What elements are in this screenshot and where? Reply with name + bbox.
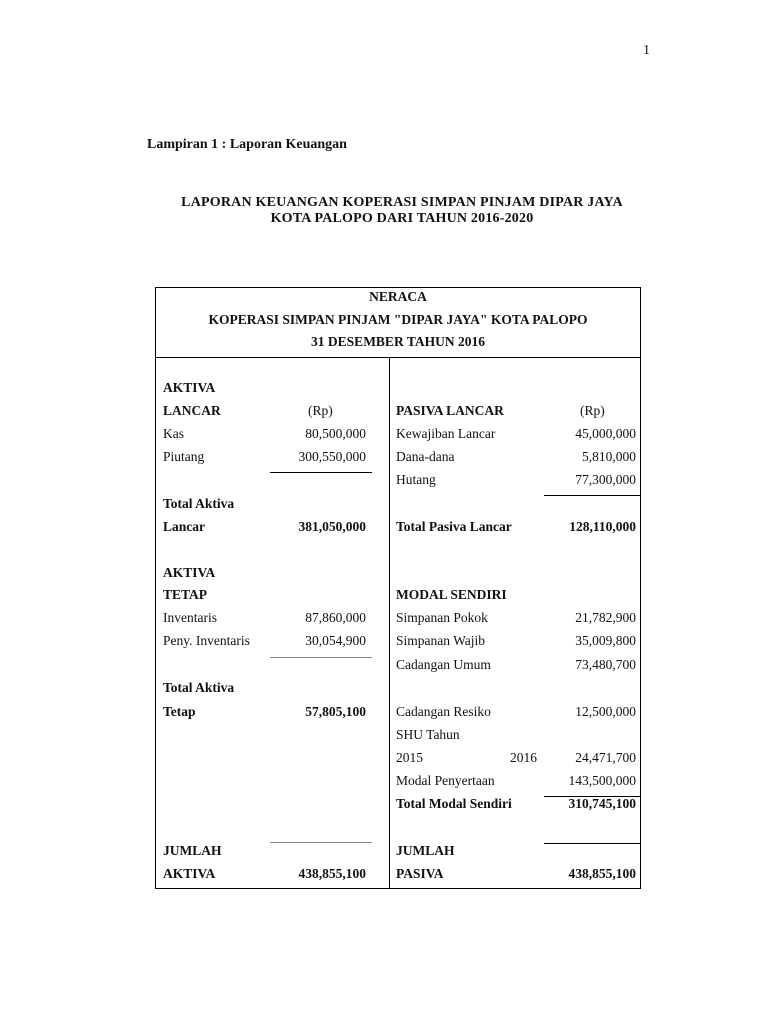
balance-sheet-header	[156, 288, 640, 358]
jumlah-pasiva-label-1: JUMLAH	[396, 843, 455, 858]
header-date: 31 DESEMBER TAHUN 2016	[311, 334, 485, 349]
cadangan-umum-value: 73,480,700	[575, 657, 636, 672]
pasiva-lancar-heading: PASIVA LANCAR	[396, 403, 504, 418]
column-divider	[389, 357, 390, 889]
aktiva-tetap-heading-2: TETAP	[163, 587, 208, 602]
kewajiban-lancar-label: Kewajiban Lancar	[396, 426, 496, 441]
page-number: 1	[643, 43, 650, 58]
total-aktiva-tetap-label-1: Total Aktiva	[163, 680, 235, 695]
cadangan-resiko-label: Cadangan Resiko	[396, 704, 491, 719]
total-aktiva-tetap-label-2: Tetap	[163, 704, 196, 719]
total-pasiva-lancar-value: 128,110,000	[569, 519, 636, 534]
header-company: KOPERASI SIMPAN PINJAM "DIPAR JAYA" KOTA PALOPO	[208, 312, 588, 327]
aktiva-heading: AKTIVA	[163, 380, 216, 395]
modal-sendiri-heading: MODAL SENDIRI	[396, 587, 507, 602]
jumlah-pasiva-value: 438,855,100	[568, 866, 636, 881]
kas-value: 80,500,000	[305, 426, 366, 441]
modal-penyertaan-label: Modal Penyertaan	[396, 773, 495, 788]
total-line	[544, 843, 640, 844]
simpanan-wajib-value: 35,009,800	[575, 633, 636, 648]
dana-dana-value: 5,810,000	[582, 449, 636, 464]
jumlah-aktiva-label-2: AKTIVA	[163, 866, 216, 881]
balance-sheet-table	[155, 287, 641, 889]
total-aktiva-tetap-value: 57,805,100	[305, 704, 366, 719]
inventaris-value: 87,860,000	[305, 610, 366, 625]
shu-year-2015: 2015	[396, 750, 423, 765]
jumlah-aktiva-value: 438,855,100	[298, 866, 366, 881]
pasiva-currency-label: (Rp)	[580, 403, 605, 418]
header-neraca: NERACA	[369, 289, 427, 304]
aktiva-lancar-heading: LANCAR	[163, 403, 221, 418]
simpanan-pokok-value: 21,782,900	[575, 610, 636, 625]
shu-value: 24,471,700	[575, 750, 636, 765]
peny-inventaris-value: 30,054,900	[305, 633, 366, 648]
subtotal-line	[270, 472, 372, 473]
total-pasiva-lancar-label: Total Pasiva Lancar	[396, 519, 512, 534]
cadangan-umum-label: Cadangan Umum	[396, 657, 491, 672]
hutang-value: 77,300,000	[575, 472, 636, 487]
kas-label: Kas	[163, 426, 184, 441]
modal-penyertaan-value: 143,500,000	[568, 773, 636, 788]
piutang-value: 300,550,000	[298, 449, 366, 464]
document-title-line-1: LAPORAN KEUANGAN KOPERASI SIMPAN PINJAM DIPAR JAYA	[181, 195, 623, 210]
subtotal-line	[544, 495, 640, 496]
total-aktiva-lancar-label-1: Total Aktiva	[163, 496, 235, 511]
total-modal-sendiri-label: Total Modal Sendiri	[396, 796, 512, 811]
piutang-label: Piutang	[163, 449, 205, 464]
peny-inventaris-label: Peny. Inventaris	[163, 633, 250, 648]
aktiva-tetap-heading-1: AKTIVA	[163, 565, 216, 580]
simpanan-pokok-label: Simpanan Pokok	[396, 610, 488, 625]
total-line	[270, 842, 372, 843]
total-modal-sendiri-value: 310,745,100	[568, 796, 636, 811]
total-aktiva-lancar-label-2: Lancar	[163, 519, 205, 534]
total-aktiva-lancar-value: 381,050,000	[298, 519, 366, 534]
jumlah-pasiva-label-2: PASIVA	[396, 866, 444, 881]
simpanan-wajib-label: Simpanan Wajib	[396, 633, 486, 648]
aktiva-currency-label: (Rp)	[308, 403, 333, 418]
shu-tahun-label: SHU Tahun	[396, 727, 460, 742]
cadangan-resiko-value: 12,500,000	[575, 704, 636, 719]
attachment-label: Lampiran 1 : Laporan Keuangan	[147, 137, 347, 152]
jumlah-aktiva-label-1: JUMLAH	[163, 843, 222, 858]
subtotal-line	[270, 657, 372, 658]
kewajiban-lancar-value: 45,000,000	[575, 426, 636, 441]
shu-year-2016: 2016	[510, 750, 537, 765]
dana-dana-label: Dana-dana	[396, 449, 455, 464]
inventaris-label: Inventaris	[163, 610, 217, 625]
hutang-label: Hutang	[396, 472, 436, 487]
document-title-line-2: KOTA PALOPO DARI TAHUN 2016-2020	[270, 211, 534, 226]
